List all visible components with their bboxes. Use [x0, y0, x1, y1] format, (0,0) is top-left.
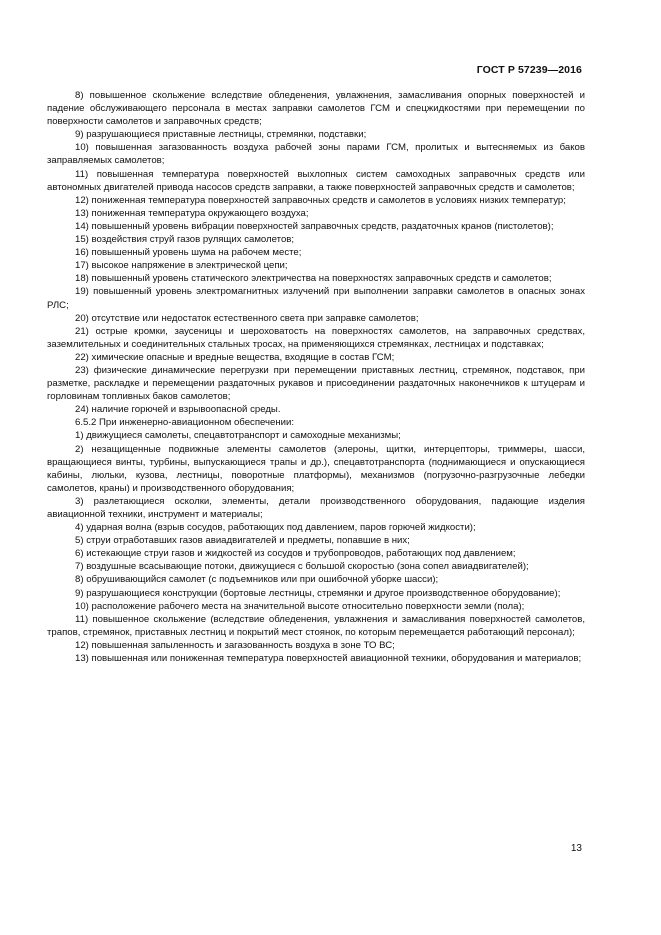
- list-item: 5) струи отработавших газов авиадвигателей и предметы, попавшие в них;: [75, 535, 410, 547]
- list-item: 20) отсутствие или недостаток естественного света при заправке самолетов;: [75, 312, 419, 324]
- list-item: 24) наличие горючей и взрывоопасной среды.: [75, 404, 281, 416]
- list-item: 17) высокое напряжение в электрической цепи;: [75, 260, 288, 272]
- list-item: 12) повышенная запыленность и загазованность воздуха в зоне ТО ВС;: [75, 639, 395, 651]
- standard-designation: ГОСТ Р 57239—2016: [476, 64, 582, 76]
- list-item: 13) повышенная или пониженная температура поверхностей авиационной техники, оборудования и материалов;: [75, 653, 582, 665]
- list-item: 14) повышенный уровень вибрации поверхностей заправочных средств, раздаточных кранов (пистолетов);: [75, 220, 554, 232]
- list-item: 2) незащищенные подвижные элементы самолетов (элероны, щитки, интерцепторы, триммеры, шасси, вращающиеся винты, турбины, выпускающиеся трапы и др.), спецавтотранспорта (поднимающиеся и опускающиеся кабины, люльки, кузова, лестницы, поворотные платформы), механизмов (погрузочно-разгрузочные лебедки самолетов, краны) и производственного оборудования;: [47, 443, 585, 494]
- list-item: 9) разрушающиеся конструкции (бортовые лестницы, стремянки и другое производственное оборудование);: [75, 587, 561, 599]
- list-item: 23) физические динамические перегрузки при перемещении приставных лестниц, стремянок, подставок, при разметке, раскладке и перемещении раздаточных рукавов и присоединении раздаточных наконечников к штуцерам и горловинам топливных баков самолетов;: [47, 364, 585, 403]
- section-heading: 6.5.2 При инженерно-авиационном обеспечении:: [75, 417, 295, 429]
- list-item: 19) повышенный уровень электромагнитных излучений при выполнении заправки самолетов в опасных зонах РЛС;: [47, 286, 585, 311]
- list-item: 11) повышенная температура поверхностей выхлопных систем самоходных заправочных средств или автономных двигателей привода насосов средств заправки, а также поверхностей заправочных средств и самолетов;: [47, 168, 585, 193]
- list-item: 11) повышенное скольжение (вследствие обледенения, увлажнения и замасливания поверхностей самолетов, трапов, стремянок, приставных лестниц и покрытий мест стоянок, по которым перемещается работающий персонал);: [47, 613, 585, 638]
- list-item: 21) острые кромки, заусеницы и шероховатость на поверхностях самолетов, на заправочных средствах, заземлительных и соединительных стальных тросах, на применяющихся стремянках, лестницах и подставках;: [47, 325, 585, 350]
- list-item: 16) повышенный уровень шума на рабочем месте;: [75, 247, 302, 259]
- list-item: 13) пониженная температура окружающего воздуха;: [75, 207, 309, 219]
- list-item: 9) разрушающиеся приставные лестницы, стремянки, подставки;: [75, 129, 367, 141]
- list-item: 10) повышенная загазованность воздуха рабочей зоны парами ГСМ, пролитых и вытесняемых из баков заправляемых самолетов;: [47, 142, 585, 167]
- list-item: 18) повышенный уровень статического электричества на поверхностях заправочных средств и самолетов;: [75, 273, 552, 285]
- list-item: 22) химические опасные и вредные вещества, входящие в состав ГСМ;: [75, 351, 395, 363]
- list-item: 8) повышенное скольжение вследствие обледенения, увлажнения, замасливания опорных поверхностей и падение обслуживающего персонала в местах заправки самолетов ГСМ и спецжидкостями при перемещении по поверхности самолетов и заправочных средств;: [47, 90, 585, 128]
- page-number: 13: [570, 843, 582, 854]
- page-body: [47, 89, 585, 665]
- list-item: 15) воздействия струй газов рулящих самолетов;: [75, 234, 295, 246]
- list-item: 8) обрушивающийся самолет (с подъемников или при ошибочной уборке шасси);: [75, 574, 439, 586]
- list-item: 7) воздушные всасывающие потоки, движущиеся с большой скоростью (зона сопел авиадвигателей);: [75, 561, 529, 573]
- list-item: 3) разлетающиеся осколки, элементы, детали производственного оборудования, падающие изделия авиационной техники, инструмент и материалы;: [47, 495, 585, 520]
- list-item: 12) пониженная температура поверхностей заправочных средств и самолетов в условиях низких температур;: [75, 194, 566, 206]
- list-item: 6) истекающие струи газов и жидкостей из сосудов и трубопроводов, работающих под давлением;: [75, 548, 516, 560]
- list-item: 4) ударная волна (взрыв сосудов, работающих под давлением, паров горючей жидкости);: [75, 522, 476, 534]
- list-item: 1) движущиеся самолеты, спецавтотранспорт и самоходные механизмы;: [75, 430, 401, 442]
- list-item: 10) расположение рабочего места на значительной высоте относительно поверхности земли (пола);: [75, 600, 525, 612]
